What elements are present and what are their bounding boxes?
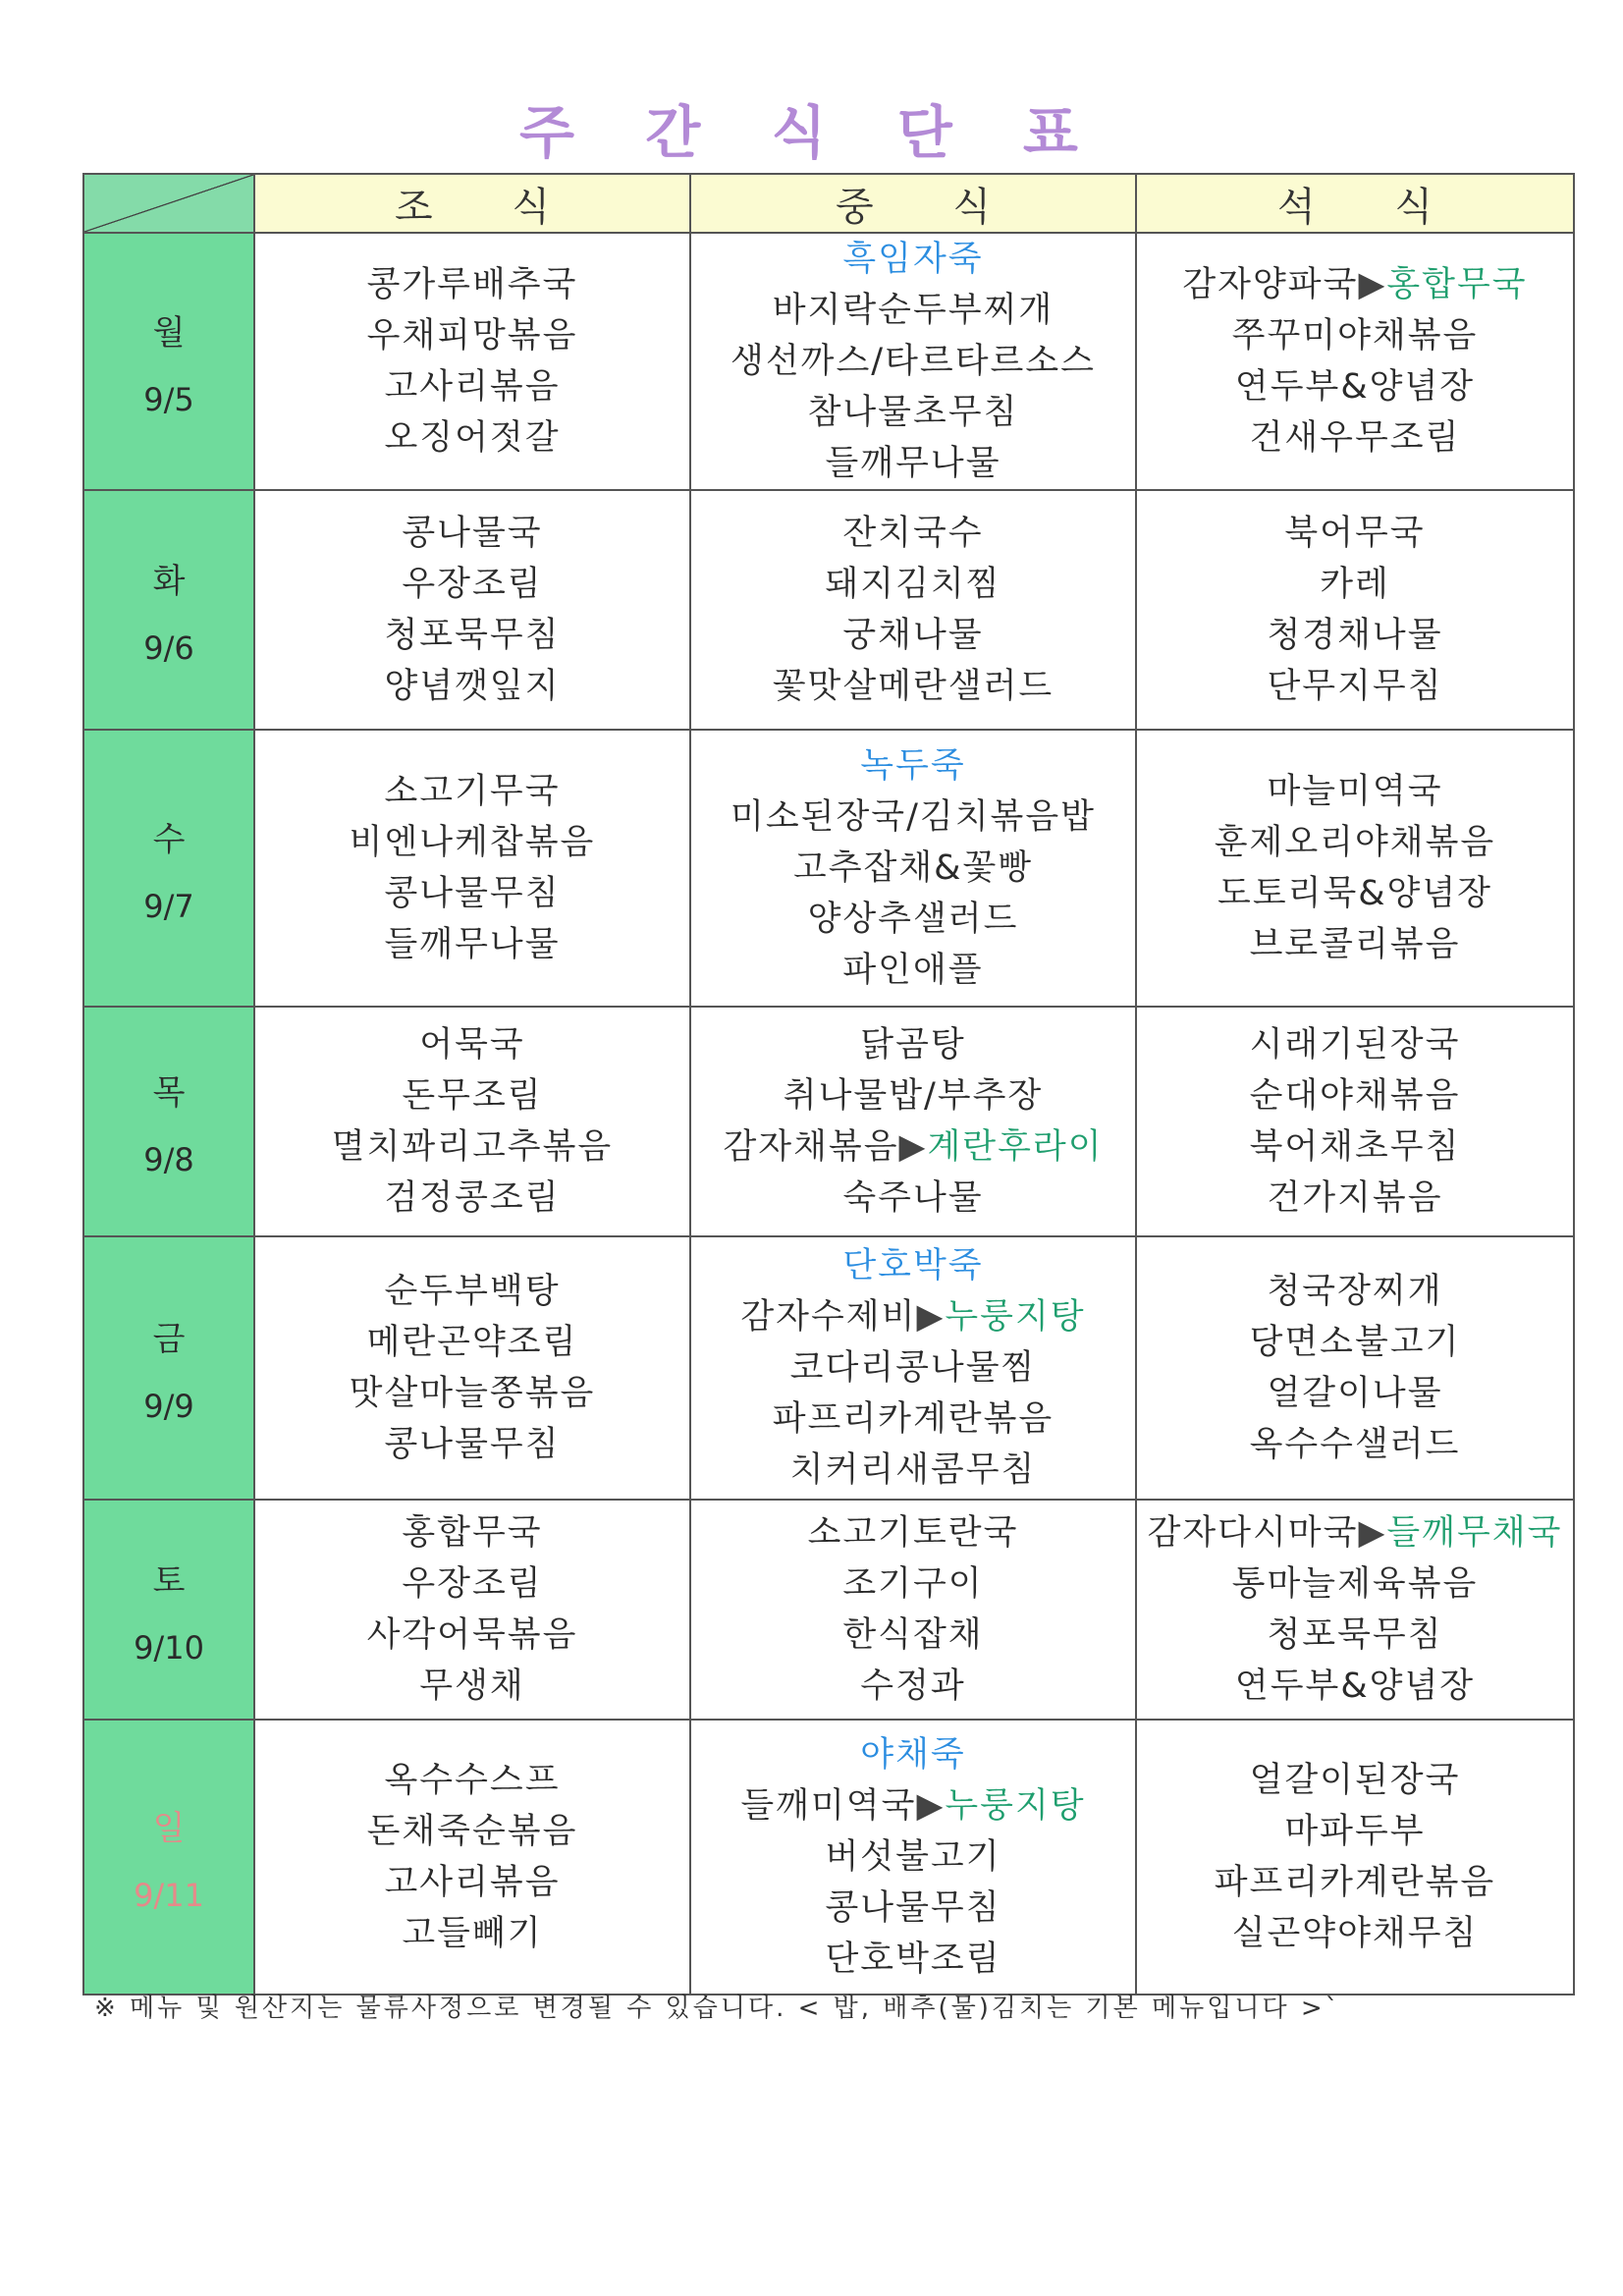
menu-item — [255, 412, 689, 464]
dish-name: 콩나물무침 — [384, 874, 561, 913]
dish-name: 훈제오리야채볶음 — [1214, 823, 1496, 862]
menu-item — [691, 387, 1135, 438]
menu-item — [255, 1317, 689, 1368]
menu-body — [83, 233, 1574, 1995]
dish-name: 무생채 — [419, 1667, 525, 1706]
breakfast-cell — [254, 1007, 690, 1236]
dish-name: 실곤약야채무침 — [1231, 1914, 1479, 1953]
dinner-cell — [1136, 730, 1574, 1007]
breakfast-cell — [254, 1720, 690, 1995]
dish-name: 파프리카계란볶음 — [1214, 1863, 1496, 1902]
menu-item — [691, 894, 1135, 945]
menu-item — [255, 559, 689, 610]
menu-item — [1137, 559, 1573, 610]
dish-name: 감자양파국 — [1182, 265, 1359, 304]
lunch-cell — [690, 233, 1136, 490]
dish-name: 고사리볶음 — [384, 367, 561, 407]
dish-name: 들깨무나물 — [384, 925, 561, 964]
dish-name: 잔치국수 — [842, 514, 984, 553]
breakfast-cell — [254, 1236, 690, 1500]
day-row — [83, 1720, 1574, 1995]
dish-name: 양념깻잎지 — [384, 667, 561, 706]
dish-name: 코다리콩나물찜 — [789, 1348, 1037, 1388]
dish-name: 숙주나물 — [842, 1178, 984, 1218]
menu-item — [255, 661, 689, 712]
dish-name: 우장조림 — [402, 1564, 543, 1604]
lunch-cell — [690, 1500, 1136, 1720]
menu-item — [691, 1445, 1135, 1496]
day-name: 목 — [152, 1072, 186, 1113]
lunch-cell — [690, 730, 1136, 1007]
menu-item — [255, 508, 689, 559]
menu-item — [691, 1173, 1135, 1224]
dish-name: 돈무조림 — [402, 1076, 543, 1116]
dish-name: 당면소불고기 — [1249, 1323, 1461, 1362]
dish-name: 들깨미역국 — [740, 1786, 917, 1826]
dish-name: 고들빼기 — [402, 1914, 543, 1953]
dish-name: 맛살마늘쫑볶음 — [349, 1374, 596, 1413]
arrow-right-icon: ▶ — [916, 1297, 946, 1337]
dish-name: 취나물밥/부추장 — [783, 1076, 1044, 1116]
dinner-cell — [1136, 1720, 1574, 1995]
dish-name: 콩가루배추국 — [366, 265, 578, 304]
menu-item — [691, 508, 1135, 559]
lunch-cell — [690, 490, 1136, 730]
dish-name: 감자다시마국 — [1147, 1513, 1359, 1553]
dish-name: 돈채죽순볶음 — [366, 1812, 578, 1851]
alternative-dish: 계란후라이 — [927, 1127, 1104, 1167]
breakfast-cell — [254, 1500, 690, 1720]
dish-name: 메란곤약조림 — [366, 1323, 578, 1362]
menu-item — [255, 868, 689, 919]
menu-item — [255, 1507, 689, 1558]
menu-item — [1137, 361, 1573, 412]
menu-item — [691, 1394, 1135, 1445]
dinner-cell — [1136, 490, 1574, 730]
menu-item — [1137, 1419, 1573, 1470]
dish-name: 청국장찌개 — [1267, 1272, 1443, 1311]
dish-name: 단호박조림 — [825, 1940, 1001, 1979]
menu-item — [1137, 1857, 1573, 1908]
dish-name: 시래기된장국 — [1249, 1025, 1461, 1065]
dish-name: 들깨무나물 — [825, 444, 1001, 483]
day-label-cell — [83, 233, 254, 490]
dish-name: 감자수제비 — [740, 1297, 917, 1337]
day-name: 화 — [152, 561, 186, 601]
menu-item — [691, 1240, 1135, 1291]
dish-name: 연두부&양념장 — [1234, 367, 1476, 407]
menu-item — [1137, 1558, 1573, 1610]
day-date: 9/9 — [143, 1387, 194, 1425]
dish-name: 브로콜리볶음 — [1249, 925, 1461, 964]
day-label-cell — [83, 1007, 254, 1236]
menu-item — [1137, 919, 1573, 970]
menu-item — [1137, 1121, 1573, 1173]
dish-name: 쭈꾸미야채볶음 — [1231, 316, 1479, 355]
menu-item — [691, 1883, 1135, 1934]
menu-item — [691, 559, 1135, 610]
dish-name: 건새우무조림 — [1249, 418, 1461, 458]
menu-item — [1137, 1019, 1573, 1070]
menu-item — [1137, 259, 1573, 310]
dish-name: 흑임자죽 — [842, 240, 984, 279]
menu-item — [255, 1857, 689, 1908]
dish-name: 비엔나케찹볶음 — [349, 823, 596, 862]
menu-item — [255, 1121, 689, 1173]
menu-item — [691, 792, 1135, 843]
page-title: 주 간 식 단 표 — [519, 99, 1104, 166]
dish-name: 소고기무국 — [384, 772, 561, 811]
dish-name: 버섯불고기 — [825, 1837, 1001, 1877]
dish-name: 콩나물무침 — [384, 1425, 561, 1464]
dish-name: 마파두부 — [1284, 1812, 1426, 1851]
menu-item — [691, 1780, 1135, 1831]
dish-name: 우장조림 — [402, 565, 543, 604]
dish-name: 한식잡채 — [842, 1615, 984, 1655]
arrow-right-icon: ▶ — [898, 1127, 928, 1167]
menu-item — [255, 817, 689, 868]
dish-name: 미소된장국/김치볶음밥 — [730, 797, 1096, 837]
dish-name: 꽃맛살메란샐러드 — [772, 667, 1055, 706]
menu-item — [1137, 868, 1573, 919]
menu-item — [691, 438, 1135, 489]
breakfast-cell — [254, 730, 690, 1007]
menu-item — [255, 1755, 689, 1806]
menu-item — [691, 285, 1135, 336]
menu-item — [691, 1661, 1135, 1712]
menu-item — [255, 1173, 689, 1224]
dish-name: 북어채초무침 — [1249, 1127, 1461, 1167]
dish-name: 청포묵무침 — [384, 616, 561, 655]
dish-name: 오징어젓갈 — [384, 418, 561, 458]
dish-name: 카레 — [1320, 565, 1390, 604]
day-name: 토 — [152, 1560, 186, 1601]
menu-item — [691, 1121, 1135, 1173]
dinner-cell — [1136, 1500, 1574, 1720]
dish-name: 통마늘제육볶음 — [1231, 1564, 1479, 1604]
day-label-cell — [83, 1500, 254, 1720]
dish-name: 청경채나물 — [1267, 616, 1443, 655]
dish-name: 녹두죽 — [860, 746, 966, 786]
day-date: 9/8 — [143, 1140, 194, 1178]
menu-item — [255, 1610, 689, 1661]
dish-name: 감자채볶음 — [723, 1127, 899, 1167]
dish-name: 치커리새콤무침 — [789, 1450, 1037, 1490]
dish-name: 옥수수스프 — [384, 1761, 561, 1800]
menu-item — [691, 1831, 1135, 1883]
alternative-dish: 들깨무채국 — [1386, 1513, 1563, 1553]
day-row — [83, 730, 1574, 1007]
menu-item — [255, 1019, 689, 1070]
day-row — [83, 490, 1574, 730]
day-date: 9/11 — [134, 1876, 204, 1914]
menu-item — [691, 740, 1135, 792]
menu-item — [255, 1266, 689, 1317]
menu-item — [691, 1342, 1135, 1394]
dish-name: 돼지김치찜 — [825, 565, 1001, 604]
day-name: 월 — [152, 312, 186, 353]
dish-name: 콩나물무침 — [825, 1888, 1001, 1928]
dish-name: 소고기토란국 — [807, 1513, 1019, 1553]
day-label-cell — [83, 730, 254, 1007]
menu-item — [1137, 1908, 1573, 1959]
dish-name: 건가지볶음 — [1267, 1178, 1443, 1218]
lunch-cell — [690, 1236, 1136, 1500]
dish-name: 도토리묵&양념장 — [1217, 874, 1492, 913]
menu-item — [255, 1661, 689, 1712]
dish-name: 우채피망볶음 — [366, 316, 578, 355]
menu-item — [255, 1368, 689, 1419]
dish-name: 단호박죽 — [842, 1246, 984, 1285]
dish-name: 어묵국 — [419, 1025, 525, 1065]
dinner-cell — [1136, 1007, 1574, 1236]
dish-name: 파프리카계란볶음 — [772, 1399, 1055, 1439]
menu-item — [255, 919, 689, 970]
dish-name: 참나물초무침 — [807, 393, 1019, 432]
menu-item — [1137, 1173, 1573, 1224]
day-name: 일 — [152, 1808, 186, 1848]
menu-item — [1137, 1317, 1573, 1368]
menu-item — [1137, 1806, 1573, 1857]
menu-item — [691, 234, 1135, 285]
dish-name: 청포묵무침 — [1267, 1615, 1443, 1655]
lunch-cell — [690, 1007, 1136, 1236]
day-row — [83, 233, 1574, 490]
dish-name: 바지락순두부찌개 — [772, 291, 1055, 330]
menu-item — [1137, 310, 1573, 361]
dish-name: 북어무국 — [1284, 514, 1426, 553]
menu-item — [1137, 1070, 1573, 1121]
footer-note: ※ 메뉴 및 원산지는 물류사정으로 변경될 수 있습니다. < 밥, 배추(물)김치는 기본 메뉴입니다 >` — [94, 1994, 1341, 2023]
menu-item — [691, 843, 1135, 894]
header-lunch: 중 식 — [690, 174, 1136, 233]
menu-item — [1137, 817, 1573, 868]
dish-name: 생선까스/타르타르소스 — [730, 342, 1096, 381]
dish-name: 순두부백탕 — [384, 1272, 561, 1311]
weekly-menu-table — [82, 173, 1575, 1995]
menu-item — [255, 259, 689, 310]
lunch-cell — [690, 1720, 1136, 1995]
day-name: 금 — [152, 1319, 186, 1359]
day-row — [83, 1500, 1574, 1720]
menu-item — [1137, 1507, 1573, 1558]
header-dinner: 석 식 — [1136, 174, 1574, 233]
menu-item — [691, 1934, 1135, 1985]
dish-name: 수정과 — [860, 1667, 966, 1706]
menu-item — [1137, 1266, 1573, 1317]
day-label-cell — [83, 1720, 254, 1995]
menu-item — [1137, 610, 1573, 661]
menu-item — [691, 1729, 1135, 1780]
dish-name: 파인애플 — [842, 951, 984, 990]
dish-name: 얼갈이된장국 — [1249, 1761, 1461, 1800]
menu-item — [1137, 412, 1573, 464]
menu-item — [691, 610, 1135, 661]
dish-name: 콩나물국 — [402, 514, 543, 553]
dinner-cell — [1136, 1236, 1574, 1500]
menu-item — [691, 1070, 1135, 1121]
arrow-right-icon: ▶ — [1358, 1513, 1387, 1553]
arrow-right-icon: ▶ — [916, 1786, 946, 1826]
arrow-right-icon: ▶ — [1358, 265, 1387, 304]
dish-name: 닭곰탕 — [860, 1025, 966, 1065]
menu-item — [691, 1019, 1135, 1070]
day-date: 9/10 — [134, 1628, 204, 1667]
day-label-cell — [83, 1236, 254, 1500]
breakfast-cell — [254, 233, 690, 490]
day-label-cell — [83, 490, 254, 730]
header-breakfast: 조 식 — [254, 174, 690, 233]
alternative-dish: 홍합무국 — [1386, 265, 1528, 304]
dish-name: 야채죽 — [860, 1735, 966, 1775]
menu-item — [255, 310, 689, 361]
dish-name: 연두부&양념장 — [1234, 1667, 1476, 1706]
alternative-dish: 누룽지탕 — [945, 1297, 1086, 1337]
dinner-cell — [1136, 233, 1574, 490]
dish-name: 멸치꽈리고추볶음 — [331, 1127, 614, 1167]
dish-name: 사각어묵볶음 — [366, 1615, 578, 1655]
dish-name: 고사리볶음 — [384, 1863, 561, 1902]
menu-item — [691, 661, 1135, 712]
dish-name: 얼갈이나물 — [1267, 1374, 1443, 1413]
corner-cell — [83, 174, 254, 233]
dish-name: 검정콩조림 — [384, 1178, 561, 1218]
menu-item — [691, 945, 1135, 996]
day-row — [83, 1007, 1574, 1236]
day-date: 9/7 — [143, 887, 194, 925]
day-date: 9/6 — [143, 629, 194, 667]
menu-item — [1137, 1610, 1573, 1661]
menu-item — [691, 1507, 1135, 1558]
menu-item — [1137, 508, 1573, 559]
menu-item — [255, 766, 689, 817]
dish-name: 고추잡채&꽃빵 — [792, 848, 1034, 888]
menu-item — [1137, 766, 1573, 817]
day-name: 수 — [152, 819, 186, 859]
dish-name: 조기구이 — [842, 1564, 984, 1604]
menu-item — [1137, 1368, 1573, 1419]
menu-item — [691, 1291, 1135, 1342]
menu-item — [255, 361, 689, 412]
alternative-dish: 누룽지탕 — [945, 1786, 1086, 1826]
dish-name: 마늘미역국 — [1267, 772, 1443, 811]
menu-item — [255, 1558, 689, 1610]
dish-name: 순대야채볶음 — [1249, 1076, 1461, 1116]
dish-name: 옥수수샐러드 — [1249, 1425, 1461, 1464]
menu-item — [255, 1070, 689, 1121]
menu-item — [691, 336, 1135, 387]
menu-item — [255, 1806, 689, 1857]
menu-item — [1137, 1661, 1573, 1712]
menu-item — [691, 1558, 1135, 1610]
day-row — [83, 1236, 1574, 1500]
menu-item — [255, 610, 689, 661]
dish-name: 양상추샐러드 — [807, 900, 1019, 939]
menu-item — [691, 1610, 1135, 1661]
day-date: 9/5 — [143, 380, 194, 418]
dish-name: 홍합무국 — [402, 1513, 543, 1553]
header-row — [83, 174, 1574, 233]
menu-item — [1137, 1755, 1573, 1806]
dish-name: 단무지무침 — [1267, 667, 1443, 706]
menu-item — [1137, 661, 1573, 712]
menu-item — [255, 1908, 689, 1959]
breakfast-cell — [254, 490, 690, 730]
dish-name: 궁채나물 — [842, 616, 984, 655]
menu-item — [255, 1419, 689, 1470]
